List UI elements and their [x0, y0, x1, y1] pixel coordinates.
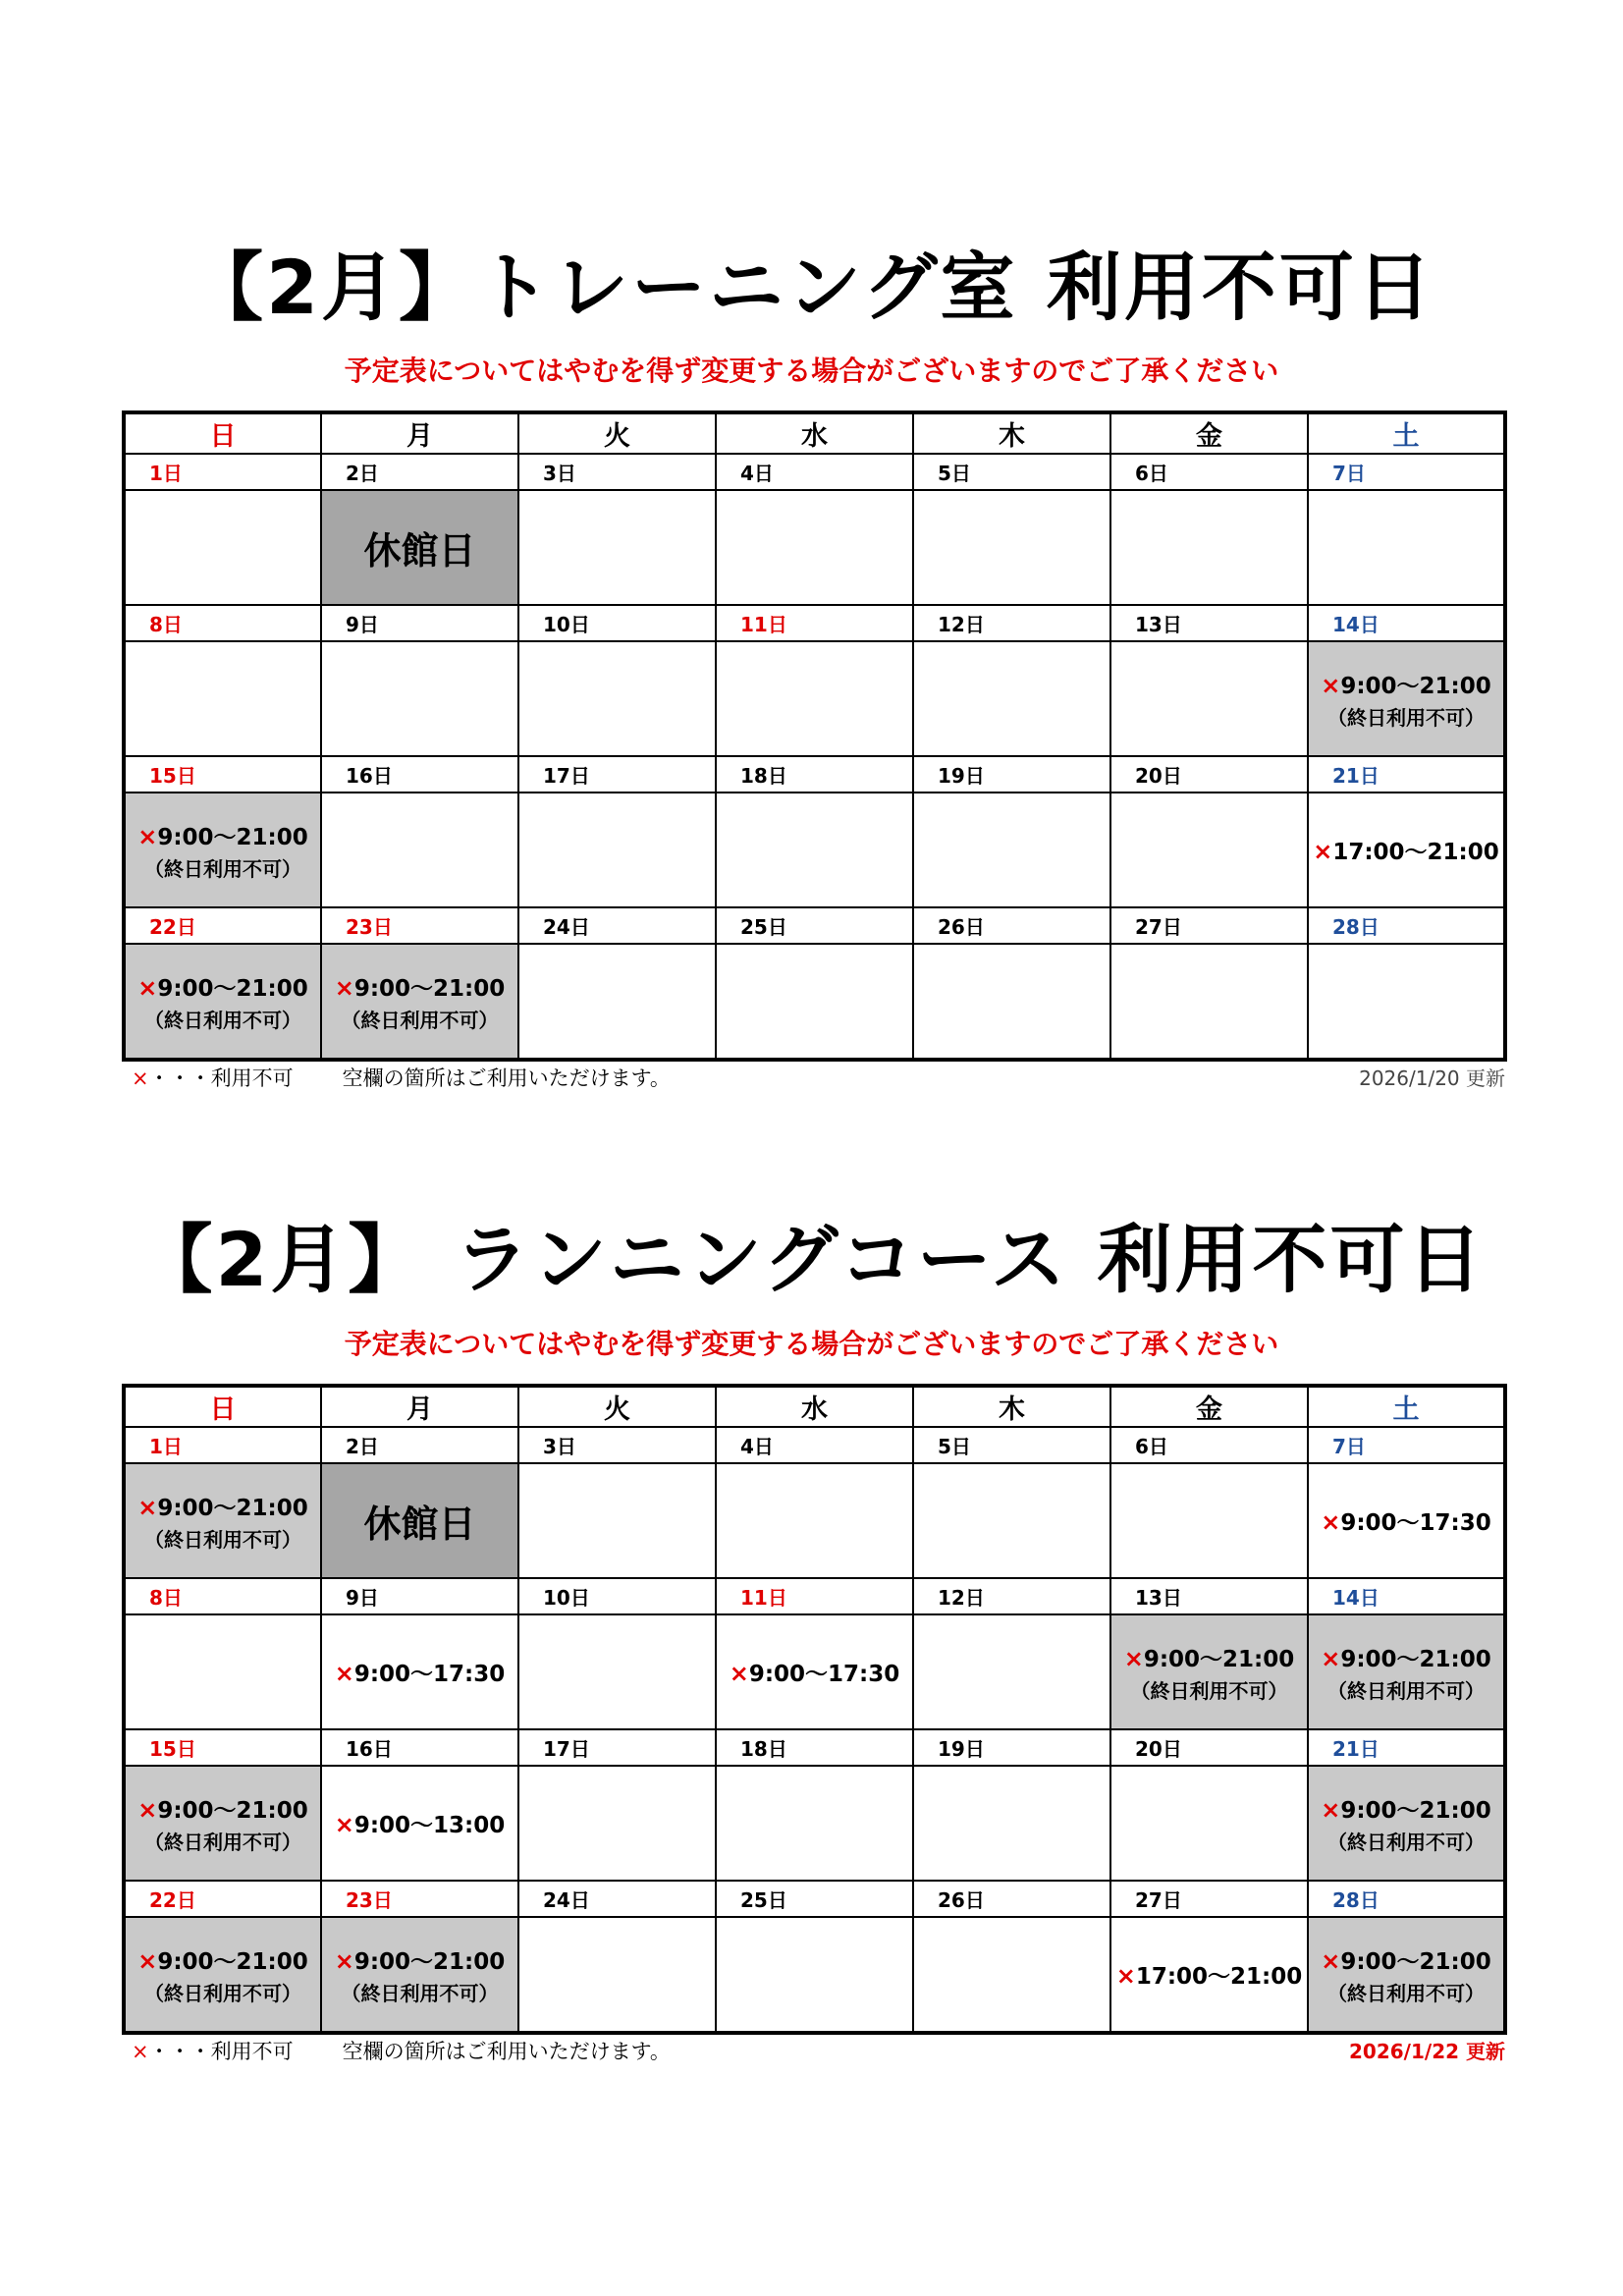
date-number: 3日	[518, 1427, 716, 1463]
date-cell	[1110, 1614, 1308, 1729]
date-cell	[716, 641, 913, 756]
date-number: 9日	[321, 605, 518, 641]
date-number: 28日	[1308, 1881, 1505, 1917]
date-cell	[124, 944, 321, 1060]
date-number-row	[124, 756, 1505, 793]
date-number: 1日	[124, 454, 321, 490]
date-number-row	[124, 1881, 1505, 1917]
date-number: 18日	[716, 1729, 913, 1766]
weekday-wed: 水	[716, 1386, 913, 1427]
date-cell	[1110, 1463, 1308, 1578]
all-day-note: （終日利用不可）	[1327, 705, 1485, 730]
date-number: 6日	[1110, 1427, 1308, 1463]
date-number: 6日	[1110, 454, 1308, 490]
date-cell	[1308, 1614, 1505, 1729]
date-number-row	[124, 1427, 1505, 1463]
running-course-legend	[132, 2042, 671, 2062]
date-cell	[1308, 793, 1505, 907]
unavailable-time: 9:00～13:00	[353, 1813, 506, 1838]
unavailable-time: 9:00～17:30	[353, 1662, 506, 1687]
running-course-title: 【2月】 ランニングコース 利用不可日	[137, 1216, 1486, 1303]
weekday-wed: 水	[716, 412, 913, 454]
all-day-note: （終日利用不可）	[1130, 1678, 1288, 1703]
all-day-note: （終日利用不可）	[341, 1008, 499, 1032]
unavailable-mark: ×	[137, 1946, 158, 1975]
running-course-notice: 予定表についてはやむを得ず変更する場合がございますのでご了承ください	[344, 1328, 1279, 1360]
unavailable-mark: ×	[132, 2040, 149, 2063]
unavailable-mark: ×	[334, 1811, 354, 1838]
date-number: 28日	[1308, 907, 1505, 944]
date-number: 12日	[913, 605, 1110, 641]
unavailable-time: 9:00～21:00	[1340, 1948, 1491, 1975]
unavailable-time: 9:00～21:00	[157, 1797, 308, 1824]
date-number: 23日	[321, 907, 518, 944]
unavailable-mark: ×	[334, 1660, 354, 1687]
date-cell	[1308, 944, 1505, 1060]
unavailable-mark: ×	[137, 973, 158, 1002]
weekday-mon: 月	[321, 1386, 518, 1427]
date-cell	[321, 1917, 518, 2033]
unavailable-time: 9:00～17:30	[1340, 1510, 1491, 1536]
training-room-notice: 予定表についてはやむを得ず変更する場合がございますのでご了承ください	[344, 355, 1279, 387]
date-cell	[321, 1463, 518, 1578]
all-day-note: （終日利用不可）	[1327, 1678, 1485, 1703]
all-day-note: （終日利用不可）	[341, 1981, 499, 2005]
training-room-legend	[132, 1068, 671, 1089]
all-day-note: （終日利用不可）	[144, 1008, 301, 1032]
weekday-thu: 木	[913, 412, 1110, 454]
date-number: 10日	[518, 1578, 716, 1614]
date-cell	[1308, 490, 1505, 605]
date-number: 19日	[913, 1729, 1110, 1766]
date-content-row	[124, 944, 1505, 1060]
unavailable-time: 9:00～21:00	[353, 1948, 506, 1975]
date-number: 13日	[1110, 1578, 1308, 1614]
weekday-fri: 金	[1110, 1386, 1308, 1427]
date-cell	[1110, 944, 1308, 1060]
all-day-note: （終日利用不可）	[1327, 1830, 1485, 1854]
date-cell	[1308, 1766, 1505, 1881]
date-cell	[913, 793, 1110, 907]
running-course-updated: 2026/1/22 更新	[1349, 2040, 1505, 2063]
date-number: 27日	[1110, 1881, 1308, 1917]
date-number-row	[124, 1729, 1505, 1766]
all-day-note: （終日利用不可）	[144, 1527, 301, 1552]
date-cell	[518, 793, 716, 907]
date-cell	[321, 1614, 518, 1729]
date-cell	[716, 1766, 913, 1881]
unavailable-mark: ×	[1321, 1795, 1341, 1824]
date-number: 4日	[716, 454, 913, 490]
date-cell	[913, 1614, 1110, 1729]
date-number: 24日	[518, 1881, 716, 1917]
date-cell	[124, 1917, 321, 2033]
date-number: 2日	[321, 1427, 518, 1463]
date-number: 7日	[1308, 1427, 1505, 1463]
date-cell	[321, 490, 518, 605]
date-cell	[913, 1917, 1110, 2033]
date-number: 27日	[1110, 907, 1308, 944]
date-cell	[716, 490, 913, 605]
date-number: 25日	[716, 907, 913, 944]
date-number: 25日	[716, 1881, 913, 1917]
legend-text: ・・・利用不可	[148, 2040, 294, 2063]
unavailable-time: 9:00～21:00	[157, 824, 308, 850]
date-number: 2日	[321, 454, 518, 490]
date-cell	[716, 944, 913, 1060]
date-cell	[124, 490, 321, 605]
training-room-updated: 2026/1/20 更新	[1359, 1066, 1505, 1090]
date-number: 17日	[518, 756, 716, 793]
unavailable-mark: ×	[137, 1795, 158, 1824]
date-cell	[716, 1614, 913, 1729]
legend-text: ・・・利用不可	[148, 1066, 294, 1090]
date-number: 4日	[716, 1427, 913, 1463]
date-cell	[124, 1463, 321, 1578]
date-cell	[518, 490, 716, 605]
weekday-header-row	[124, 412, 1505, 454]
date-number: 17日	[518, 1729, 716, 1766]
date-number-row	[124, 605, 1505, 641]
date-number: 13日	[1110, 605, 1308, 641]
unavailable-mark: ×	[1321, 671, 1341, 699]
legend-blank-note: 空欄の箇所はご利用いただけます。	[342, 2040, 671, 2063]
date-content-row	[124, 1614, 1505, 1729]
unavailable-mark: ×	[1321, 1946, 1341, 1975]
unavailable-mark: ×	[1123, 1644, 1144, 1672]
date-cell	[913, 1463, 1110, 1578]
date-cell	[321, 1766, 518, 1881]
unavailable-mark: ×	[1321, 1644, 1341, 1672]
date-cell	[124, 793, 321, 907]
all-day-note: （終日利用不可）	[144, 1981, 301, 2005]
unavailable-mark: ×	[1115, 1962, 1136, 1990]
date-number: 21日	[1308, 1729, 1505, 1766]
date-number: 11日	[716, 605, 913, 641]
unavailable-time: 9:00～21:00	[157, 975, 308, 1002]
date-number: 24日	[518, 907, 716, 944]
date-number-row	[124, 1578, 1505, 1614]
date-content-row	[124, 1463, 1505, 1578]
date-cell	[1110, 1917, 1308, 2033]
date-cell	[518, 1766, 716, 1881]
date-cell	[716, 1917, 913, 2033]
date-number: 15日	[124, 756, 321, 793]
date-cell	[1110, 793, 1308, 907]
all-day-note: （終日利用不可）	[1327, 1981, 1485, 2005]
date-cell	[1308, 1917, 1505, 2033]
date-number: 11日	[716, 1578, 913, 1614]
date-cell	[716, 793, 913, 907]
date-number: 22日	[124, 1881, 321, 1917]
unavailable-mark: ×	[132, 1066, 149, 1090]
date-cell	[716, 1463, 913, 1578]
date-number-row	[124, 454, 1505, 490]
all-day-note: （終日利用不可）	[144, 856, 301, 881]
weekday-thu: 木	[913, 1386, 1110, 1427]
unavailable-time: 9:00～21:00	[353, 975, 506, 1002]
weekday-sat: 土	[1308, 1386, 1505, 1427]
unavailable-mark: ×	[729, 1660, 749, 1687]
date-cell	[124, 641, 321, 756]
date-number: 3日	[518, 454, 716, 490]
weekday-sun: 日	[124, 1386, 321, 1427]
date-cell	[913, 490, 1110, 605]
date-number: 18日	[716, 756, 913, 793]
all-day-note: （終日利用不可）	[144, 1830, 301, 1854]
weekday-mon: 月	[321, 412, 518, 454]
unavailable-time: 9:00～21:00	[1340, 1797, 1491, 1824]
unavailable-mark: ×	[137, 822, 158, 850]
weekday-tue: 火	[518, 412, 716, 454]
date-number: 20日	[1110, 756, 1308, 793]
date-cell	[1308, 1463, 1505, 1578]
date-cell	[1110, 641, 1308, 756]
unavailable-time: 17:00～21:00	[1332, 840, 1499, 865]
date-number: 10日	[518, 605, 716, 641]
date-cell	[1110, 490, 1308, 605]
date-number: 7日	[1308, 454, 1505, 490]
date-cell	[321, 944, 518, 1060]
date-number: 22日	[124, 907, 321, 944]
date-number-row	[124, 907, 1505, 944]
weekday-sun: 日	[124, 412, 321, 454]
legend-blank-note: 空欄の箇所はご利用いただけます。	[342, 1066, 671, 1090]
date-number: 16日	[321, 1729, 518, 1766]
date-cell	[1308, 641, 1505, 756]
date-number: 5日	[913, 454, 1110, 490]
date-number: 1日	[124, 1427, 321, 1463]
date-cell	[518, 1917, 716, 2033]
date-number: 15日	[124, 1729, 321, 1766]
unavailable-mark: ×	[334, 973, 354, 1002]
date-cell	[913, 1766, 1110, 1881]
date-cell	[518, 944, 716, 1060]
date-number: 26日	[913, 1881, 1110, 1917]
date-content-row	[124, 793, 1505, 907]
date-cell	[518, 1463, 716, 1578]
date-number: 12日	[913, 1578, 1110, 1614]
unavailable-time: 17:00～21:00	[1135, 1964, 1303, 1990]
date-content-row	[124, 1917, 1505, 2033]
date-cell	[124, 1614, 321, 1729]
date-number: 21日	[1308, 756, 1505, 793]
unavailable-mark: ×	[1321, 1508, 1341, 1536]
unavailable-time: 9:00～21:00	[1340, 673, 1491, 699]
date-cell	[518, 1614, 716, 1729]
unavailable-mark: ×	[1313, 838, 1333, 865]
date-number: 5日	[913, 1427, 1110, 1463]
date-number: 8日	[124, 1578, 321, 1614]
date-cell	[321, 641, 518, 756]
date-number: 23日	[321, 1881, 518, 1917]
unavailable-mark: ×	[137, 1493, 158, 1521]
closed-day-label: 休館日	[363, 529, 476, 573]
weekday-fri: 金	[1110, 412, 1308, 454]
weekday-sat: 土	[1308, 412, 1505, 454]
training-room-title: 【2月】トレーニング室 利用不可日	[189, 244, 1434, 331]
unavailable-time: 9:00～21:00	[1143, 1646, 1295, 1672]
date-content-row	[124, 1766, 1505, 1881]
date-content-row	[124, 490, 1505, 605]
date-number: 26日	[913, 907, 1110, 944]
running-course-calendar	[122, 1384, 1507, 2035]
date-content-row	[124, 641, 1505, 756]
weekday-tue: 火	[518, 1386, 716, 1427]
training-room-calendar	[122, 410, 1507, 1062]
unavailable-time: 9:00～21:00	[157, 1948, 308, 1975]
date-number: 14日	[1308, 605, 1505, 641]
unavailable-mark: ×	[334, 1946, 354, 1975]
date-cell	[913, 641, 1110, 756]
weekday-header-row	[124, 1386, 1505, 1427]
date-cell	[124, 1766, 321, 1881]
unavailable-time: 9:00～17:30	[748, 1662, 900, 1687]
date-number: 20日	[1110, 1729, 1308, 1766]
date-cell	[518, 641, 716, 756]
unavailable-time: 9:00～21:00	[1340, 1646, 1491, 1672]
date-cell	[321, 793, 518, 907]
closed-day-label: 休館日	[363, 1503, 476, 1546]
date-number: 16日	[321, 756, 518, 793]
date-number: 14日	[1308, 1578, 1505, 1614]
date-number: 19日	[913, 756, 1110, 793]
date-number: 8日	[124, 605, 321, 641]
date-cell	[913, 944, 1110, 1060]
date-cell	[1110, 1766, 1308, 1881]
date-number: 9日	[321, 1578, 518, 1614]
unavailable-time: 9:00～21:00	[157, 1495, 308, 1521]
